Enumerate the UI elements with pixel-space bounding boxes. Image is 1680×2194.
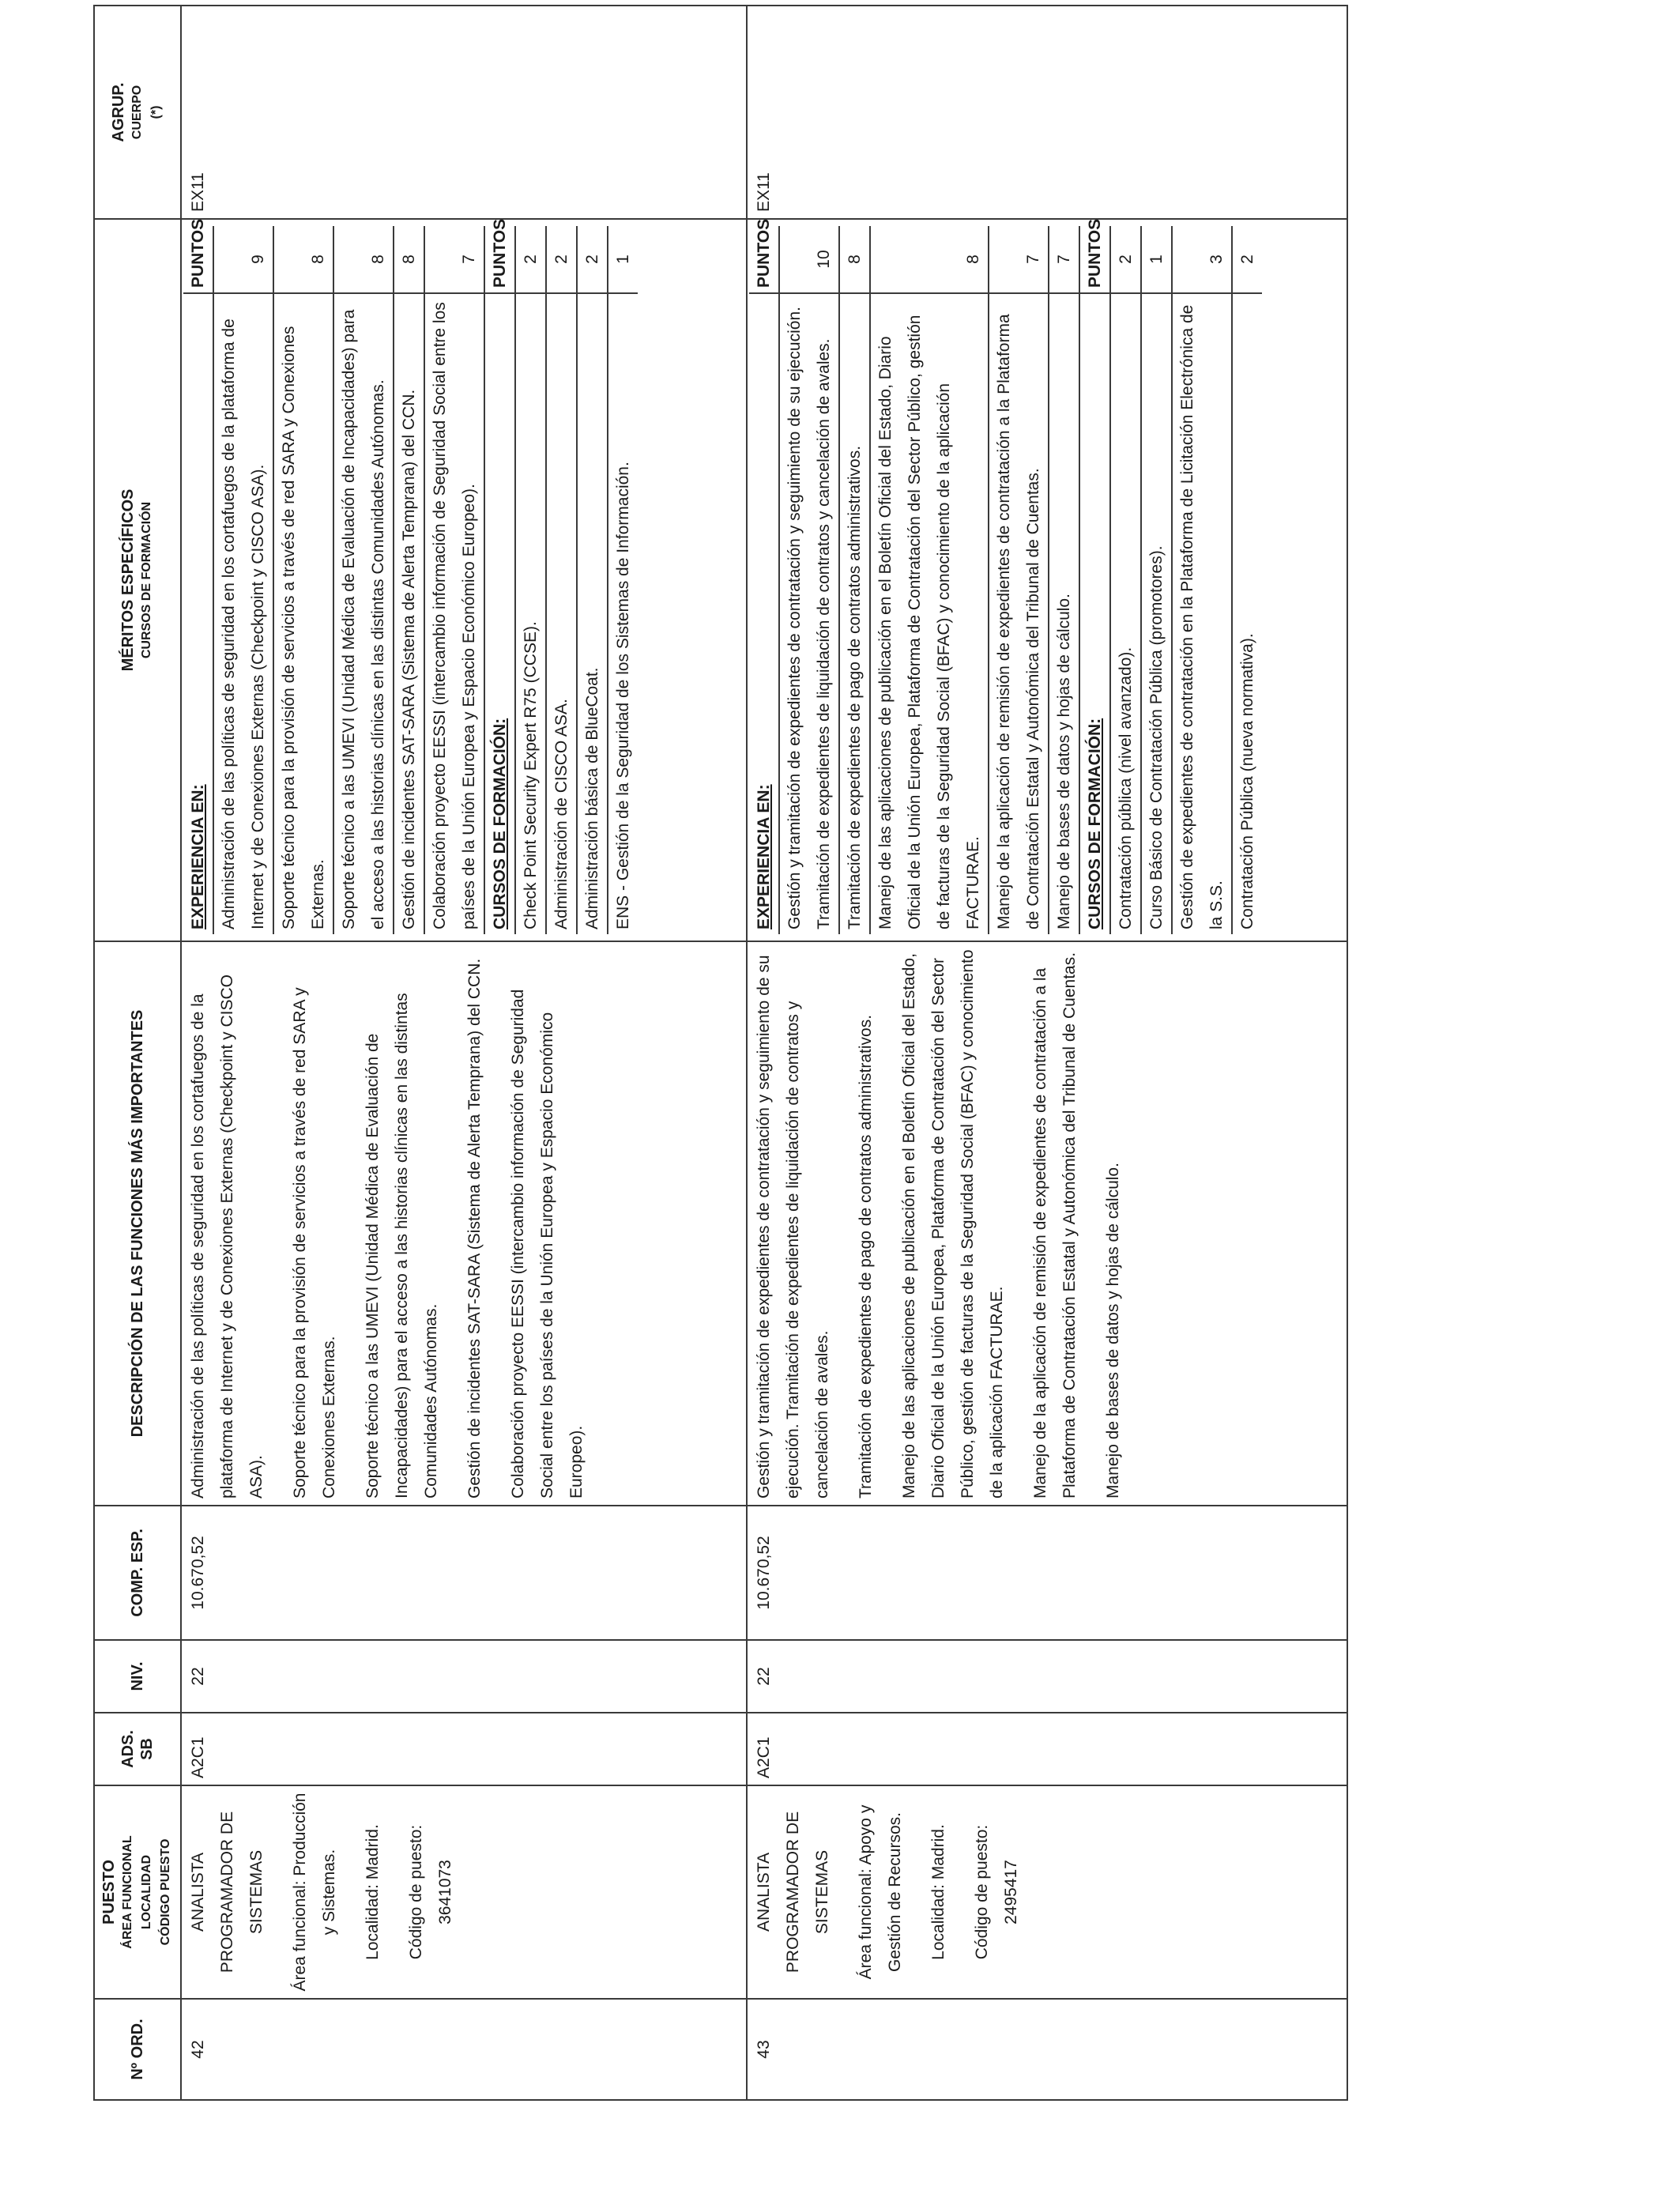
table-row bbox=[181, 6, 747, 2100]
puesto-localidad: Localidad: Madrid. bbox=[929, 1824, 947, 1960]
merito-text: ENS - Gestión de la Seguridad de los Sistemas de Información. bbox=[614, 462, 632, 929]
merito-text: Manejo de la aplicación de remisión de expedientes de contratación a la Plataforma de Contratación Estatal y Autonómica del Tribunal de Cuentas. bbox=[989, 293, 1049, 934]
merito-row bbox=[424, 226, 484, 934]
meritos-section-header bbox=[183, 226, 213, 934]
table-header-row bbox=[94, 6, 181, 2100]
header-niv: NIV. bbox=[94, 1640, 181, 1713]
merito-text: Gestión y tramitación de expedientes de contratación y seguimiento de su ejecución. Tramitación de expedientes de liquidación de contratos y cancelación de avales. bbox=[779, 293, 839, 934]
merito-row bbox=[546, 226, 577, 934]
descripcion-item: Gestión y tramitación de expedientes de contratación y seguimiento de su ejecución. Tramitación de expedientes de liquidación de contratos y cancelación de avales. bbox=[755, 955, 831, 1498]
merito-row bbox=[870, 226, 989, 934]
merito-points: 1 bbox=[1141, 226, 1172, 293]
merito-text: Administración de las políticas de seguridad en los cortafuegos de la plataforma de Internet y de Conexiones Externas (Checkpoint y CISCO ASA). bbox=[213, 293, 273, 934]
meritos-section-title: EXPERIENCIA EN: bbox=[183, 293, 213, 934]
merito-row bbox=[1049, 226, 1079, 934]
puesto-title: ANALISTA PROGRAMADOR DE SISTEMAS bbox=[189, 1811, 266, 1973]
merito-text: Gestión de expedientes de contratación en la Plataforma de Licitación Electrónica de la S.S. bbox=[1172, 293, 1232, 934]
header-puesto-line: CÓDIGO PUESTO bbox=[159, 1838, 172, 1946]
merito-text: Check Point Security Expert R75 (CCSE). bbox=[515, 293, 546, 934]
puesto-cell bbox=[747, 1785, 1347, 1999]
merito-points: 8 bbox=[333, 226, 394, 293]
table-row bbox=[747, 6, 1347, 2100]
puesto-codigo-label: Código de puesto: bbox=[973, 1824, 991, 1960]
descripcion-cell bbox=[181, 941, 747, 1506]
merito-points: 1 bbox=[608, 226, 638, 293]
meritos-section-header bbox=[749, 226, 779, 934]
puesto-cell bbox=[181, 1785, 747, 1999]
meritos-section-title: EXPERIENCIA EN: bbox=[749, 293, 779, 934]
header-descripcion: DESCRIPCIÓN DE LAS FUNCIONES MÁS IMPORTANTES bbox=[94, 941, 181, 1506]
merito-points: 7 bbox=[1049, 226, 1079, 293]
puestos-table bbox=[93, 5, 1348, 2101]
merito-row bbox=[608, 226, 638, 934]
descripcion-item: Soporte técnico a las UMEVI (Unidad Médica de Evaluación de Incapacidades) para el acceso a las historias clínicas en las distintas Comunidades Autónomas. bbox=[363, 993, 440, 1498]
header-agrup-line: CUERPO bbox=[130, 85, 144, 140]
merito-points: 2 bbox=[546, 226, 577, 293]
merito-row bbox=[779, 226, 839, 934]
puesto-title: ANALISTA PROGRAMADOR DE SISTEMAS bbox=[755, 1811, 831, 1973]
puntos-header: PUNTOS bbox=[484, 226, 515, 293]
merito-points: 2 bbox=[1232, 226, 1262, 293]
merito-points: 7 bbox=[989, 226, 1049, 293]
merito-text: Gestión de incidentes SAT-SARA (Sistema de Alerta Temprana) del CCN. bbox=[394, 293, 424, 934]
header-agrup-line: (*) bbox=[149, 105, 163, 119]
merito-text: Manejo de las aplicaciones de publicación en el Boletín Oficial del Estado, Diario Oficial de la Unión Europea, Plataforma de Contratación del Sector Público, gestión de facturas de la Seguridad Social (BFAC) y conocimiento de la aplicación FACTURAE. bbox=[870, 293, 989, 934]
merito-points: 10 bbox=[779, 226, 839, 293]
merito-text: Manejo de bases de datos y hojas de cálculo. bbox=[1049, 293, 1079, 934]
meritos-section-title: CURSOS DE FORMACIÓN: bbox=[1079, 293, 1110, 934]
header-agrup-line: AGRUP. bbox=[110, 82, 127, 142]
puesto-area: Área funcional: Producción y Sistemas. bbox=[291, 1793, 338, 1992]
niv-cell: 22 bbox=[181, 1640, 747, 1713]
puntos-header: PUNTOS bbox=[183, 226, 213, 293]
merito-text: Soporte técnico a las UMEVI (Unidad Médica de Evaluación de Incapacidades) para el acceso a las historias clínicas en las distintas Comunidades Autónomas. bbox=[333, 293, 394, 934]
agrup-cell: EX11 bbox=[181, 6, 747, 219]
descripcion-cell bbox=[747, 941, 1347, 1506]
descripcion-item: Administración de las políticas de seguridad en los cortafuegos de la plataforma de Internet y de Conexiones Externas (Checkpoint y CISCO ASA). bbox=[189, 974, 266, 1498]
header-comp: COMP. ESP. bbox=[94, 1506, 181, 1640]
meritos-cell bbox=[181, 219, 747, 941]
header-puesto-line: PUESTO bbox=[100, 1860, 118, 1924]
merito-row bbox=[515, 226, 546, 934]
descripcion-item: Tramitación de expedientes de pago de contratos administrativos. bbox=[857, 1014, 875, 1498]
header-agrup bbox=[94, 6, 181, 219]
meritos-section-title: CURSOS DE FORMACIÓN: bbox=[484, 293, 515, 934]
descripcion-item: Gestión de incidentes SAT-SARA (Sistema de Alerta Temprana) del CCN. bbox=[465, 958, 484, 1498]
ads-cell: A2C1 bbox=[181, 1713, 747, 1785]
rotated-document-page bbox=[93, 6, 1347, 2101]
header-ads: ADS. SB bbox=[94, 1713, 181, 1785]
merito-text: Tramitación de expedientes de pago de contratos administrativos. bbox=[839, 293, 870, 934]
ads-cell: A2C1 bbox=[747, 1713, 1347, 1785]
merito-points: 2 bbox=[515, 226, 546, 293]
merito-row bbox=[213, 226, 273, 934]
comp-cell: 10.670,52 bbox=[747, 1506, 1347, 1640]
merito-text: Contratación pública (nivel avanzado). bbox=[1110, 293, 1141, 934]
puntos-header: PUNTOS bbox=[749, 226, 779, 293]
merito-row bbox=[1172, 226, 1232, 934]
merito-points: 3 bbox=[1172, 226, 1232, 293]
meritos-section-header bbox=[1079, 226, 1110, 934]
merito-points: 8 bbox=[839, 226, 870, 293]
meritos-section-header bbox=[484, 226, 515, 934]
merito-text: Curso Básico de Contratación Pública (promotores). bbox=[1141, 293, 1172, 934]
puesto-codigo: 2495417 bbox=[1002, 1860, 1020, 1924]
puesto-area: Área funcional: Apoyo y Gestión de Recursos. bbox=[857, 1804, 904, 1980]
merito-points: 8 bbox=[394, 226, 424, 293]
puntos-header: PUNTOS bbox=[1079, 226, 1110, 293]
header-meritos bbox=[94, 219, 181, 941]
merito-points: 2 bbox=[1110, 226, 1141, 293]
agrup-cell: EX11 bbox=[747, 6, 1347, 219]
merito-points: 7 bbox=[424, 226, 484, 293]
merito-points: 2 bbox=[577, 226, 608, 293]
header-puesto-line: LOCALIDAD bbox=[140, 1854, 153, 1930]
puesto-codigo: 3641073 bbox=[436, 1860, 454, 1924]
comp-cell: 10.670,52 bbox=[181, 1506, 747, 1640]
descripcion-item: Manejo de bases de datos y hojas de cálculo. bbox=[1104, 1163, 1122, 1498]
merito-row bbox=[989, 226, 1049, 934]
descripcion-item: Manejo de las aplicaciones de publicación en el Boletín Oficial del Estado, Diario Oficial de la Unión Europea, Plataforma de Contratación del Sector Público, gestión de facturas de la Seguridad Social (BFAC) y conocimiento de la aplicación FACTURAE. bbox=[900, 949, 1006, 1498]
descripcion-item: Colaboración proyecto EESSI (intercambio información de Seguridad Social entre los países de la Unión Europea y Espacio Económico Europeo). bbox=[509, 989, 586, 1498]
niv-cell: 22 bbox=[747, 1640, 1347, 1713]
merito-text: Colaboración proyecto EESSI (intercambio información de Seguridad Social entre los países de la Unión Europea y Espacio Económico Europeo). bbox=[424, 293, 484, 934]
orden-cell: 43 bbox=[747, 1999, 1347, 2100]
merito-row bbox=[394, 226, 424, 934]
merito-text: Administración básica de BlueCoat. bbox=[577, 293, 608, 934]
merito-row bbox=[839, 226, 870, 934]
merito-points: 8 bbox=[870, 226, 989, 293]
merito-row bbox=[333, 226, 394, 934]
merito-row bbox=[1141, 226, 1172, 934]
descripcion-item: Soporte técnico para la provisión de servicios a través de red SARA y Conexiones Externas. bbox=[291, 987, 338, 1498]
header-puesto-line: ÁREA FUNCIONAL bbox=[121, 1835, 134, 1949]
merito-points: 8 bbox=[273, 226, 333, 293]
merito-row bbox=[1232, 226, 1262, 934]
meritos-table bbox=[749, 218, 1262, 934]
orden-cell: 42 bbox=[181, 1999, 747, 2100]
meritos-table bbox=[183, 218, 638, 934]
merito-row bbox=[1110, 226, 1141, 934]
descripcion-item: Manejo de la aplicación de remisión de expedientes de contratación a la Plataforma de Contratación Estatal y Autonómica del Tribunal de Cuentas. bbox=[1031, 952, 1079, 1498]
puesto-localidad: Localidad: Madrid. bbox=[363, 1824, 382, 1960]
header-puesto bbox=[94, 1785, 181, 1999]
header-orden: Nº ORD. bbox=[94, 1999, 181, 2100]
meritos-cell bbox=[747, 219, 1347, 941]
puesto-codigo-label: Código de puesto: bbox=[407, 1824, 425, 1960]
merito-points: 9 bbox=[213, 226, 273, 293]
merito-text: Soporte técnico para la provisión de servicios a través de red SARA y Conexiones Externas. bbox=[273, 293, 333, 934]
merito-text: Administración de CISCO ASA. bbox=[546, 293, 577, 934]
merito-row bbox=[577, 226, 608, 934]
header-meritos-line: CURSOS DE FORMACIÓN bbox=[140, 501, 153, 659]
merito-text: Contratación Pública (nueva normativa). bbox=[1238, 633, 1256, 929]
merito-row bbox=[273, 226, 333, 934]
header-meritos-line: MÉRITOS ESPECÍFICOS bbox=[119, 488, 137, 672]
